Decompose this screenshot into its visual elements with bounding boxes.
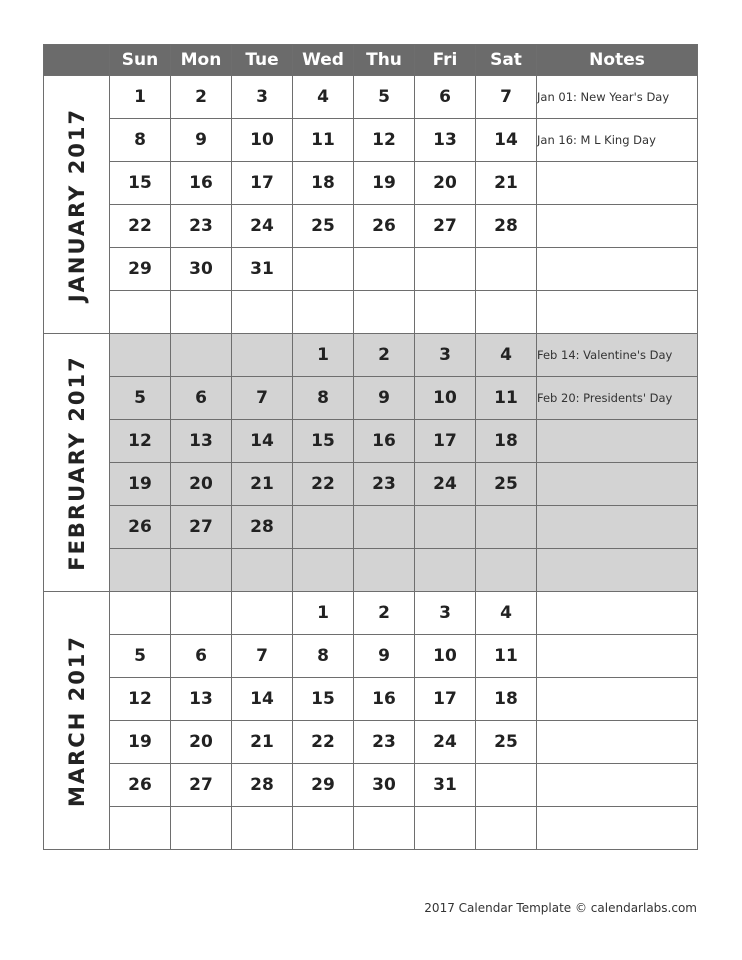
week-row (44, 463, 698, 506)
week-row (44, 635, 698, 678)
day-cell: 11 (476, 377, 537, 420)
day-cell: 9 (354, 635, 415, 678)
day-cell: 26 (354, 205, 415, 248)
day-cell: 9 (171, 119, 232, 162)
day-cell (110, 592, 171, 635)
week-row (44, 162, 698, 205)
day-cell: 4 (293, 76, 354, 119)
day-cell (232, 807, 293, 850)
day-cell: 25 (476, 463, 537, 506)
day-cell: 5 (110, 377, 171, 420)
week-row (44, 76, 698, 119)
month-label: JANUARY 2017 (64, 107, 89, 302)
day-cell: 6 (171, 377, 232, 420)
day-cell: 8 (293, 377, 354, 420)
day-cell (171, 592, 232, 635)
week-row (44, 807, 698, 850)
day-cell: 22 (293, 463, 354, 506)
day-cell (232, 549, 293, 592)
day-cell: 16 (171, 162, 232, 205)
header-corner-cell (44, 45, 110, 76)
day-cell: 8 (110, 119, 171, 162)
day-cell: 23 (354, 463, 415, 506)
day-cell: 3 (232, 76, 293, 119)
day-cell: 2 (354, 334, 415, 377)
day-cell: 15 (293, 678, 354, 721)
day-cell: 14 (232, 420, 293, 463)
note-cell (537, 248, 698, 291)
day-cell: 29 (293, 764, 354, 807)
day-cell: 13 (415, 119, 476, 162)
month-label: FEBRUARY 2017 (64, 354, 89, 571)
day-cell (232, 334, 293, 377)
day-cell: 5 (110, 635, 171, 678)
month-label-cell (44, 334, 110, 592)
day-cell (293, 807, 354, 850)
day-cell: 20 (415, 162, 476, 205)
day-cell (476, 549, 537, 592)
day-cell: 21 (232, 463, 293, 506)
day-cell (415, 549, 476, 592)
day-cell: 13 (171, 678, 232, 721)
weekday-header-row (44, 45, 698, 76)
day-cell: 9 (354, 377, 415, 420)
day-cell: 27 (171, 506, 232, 549)
day-cell: 5 (354, 76, 415, 119)
month-label-cell (44, 76, 110, 334)
day-cell: 8 (293, 635, 354, 678)
day-cell (110, 549, 171, 592)
note-cell: Feb 20: Presidents' Day (537, 377, 698, 420)
day-cell: 12 (110, 678, 171, 721)
week-row (44, 764, 698, 807)
day-cell: 24 (232, 205, 293, 248)
day-cell (171, 549, 232, 592)
day-cell: 7 (232, 377, 293, 420)
note-cell (537, 678, 698, 721)
day-cell: 27 (171, 764, 232, 807)
day-cell: 4 (476, 592, 537, 635)
day-cell: 28 (476, 205, 537, 248)
weekday-header-tue: Tue (232, 45, 293, 76)
day-cell: 28 (232, 764, 293, 807)
day-cell: 2 (354, 592, 415, 635)
week-row (44, 119, 698, 162)
day-cell: 14 (232, 678, 293, 721)
day-cell (354, 291, 415, 334)
note-cell (537, 592, 698, 635)
day-cell (476, 248, 537, 291)
day-cell: 1 (293, 592, 354, 635)
day-cell: 7 (232, 635, 293, 678)
week-row (44, 291, 698, 334)
day-cell: 19 (110, 463, 171, 506)
week-row (44, 721, 698, 764)
week-row (44, 248, 698, 291)
calendar-body (44, 76, 698, 850)
day-cell: 2 (171, 76, 232, 119)
day-cell (415, 506, 476, 549)
footer-credit: 2017 Calendar Template © calendarlabs.com (424, 901, 697, 915)
day-cell (110, 807, 171, 850)
day-cell: 10 (415, 635, 476, 678)
day-cell: 1 (110, 76, 171, 119)
note-cell (537, 635, 698, 678)
day-cell: 21 (232, 721, 293, 764)
day-cell: 23 (354, 721, 415, 764)
day-cell: 17 (415, 678, 476, 721)
day-cell: 19 (110, 721, 171, 764)
day-cell (476, 291, 537, 334)
day-cell: 26 (110, 506, 171, 549)
note-cell (537, 506, 698, 549)
day-cell (354, 549, 415, 592)
day-cell: 18 (293, 162, 354, 205)
day-cell: 6 (171, 635, 232, 678)
day-cell: 24 (415, 721, 476, 764)
day-cell: 24 (415, 463, 476, 506)
day-cell: 19 (354, 162, 415, 205)
day-cell (415, 807, 476, 850)
day-cell: 25 (476, 721, 537, 764)
day-cell (476, 764, 537, 807)
note-cell: Jan 16: M L King Day (537, 119, 698, 162)
day-cell: 3 (415, 334, 476, 377)
note-cell (537, 807, 698, 850)
day-cell: 10 (232, 119, 293, 162)
note-cell (537, 764, 698, 807)
note-cell (537, 205, 698, 248)
day-cell (354, 807, 415, 850)
month-label-cell (44, 592, 110, 850)
note-cell (537, 162, 698, 205)
day-cell: 11 (476, 635, 537, 678)
day-cell (171, 334, 232, 377)
day-cell: 18 (476, 678, 537, 721)
quarterly-calendar-table (43, 44, 698, 850)
note-cell: Jan 01: New Year's Day (537, 76, 698, 119)
notes-header: Notes (537, 45, 698, 76)
note-cell (537, 721, 698, 764)
day-cell (415, 291, 476, 334)
day-cell (354, 506, 415, 549)
note-cell (537, 420, 698, 463)
day-cell: 22 (293, 721, 354, 764)
week-row (44, 205, 698, 248)
day-cell: 25 (293, 205, 354, 248)
weekday-header-mon: Mon (171, 45, 232, 76)
day-cell (293, 506, 354, 549)
day-cell: 31 (232, 248, 293, 291)
day-cell (232, 291, 293, 334)
day-cell: 30 (354, 764, 415, 807)
day-cell (476, 807, 537, 850)
day-cell: 15 (110, 162, 171, 205)
note-cell: Feb 14: Valentine's Day (537, 334, 698, 377)
weekday-header-thu: Thu (354, 45, 415, 76)
day-cell: 3 (415, 592, 476, 635)
week-row (44, 549, 698, 592)
month-label: MARCH 2017 (64, 634, 89, 807)
day-cell (293, 248, 354, 291)
day-cell: 13 (171, 420, 232, 463)
day-cell: 12 (354, 119, 415, 162)
day-cell (476, 506, 537, 549)
weekday-header-fri: Fri (415, 45, 476, 76)
day-cell (171, 807, 232, 850)
day-cell (110, 334, 171, 377)
day-cell: 30 (171, 248, 232, 291)
day-cell (415, 248, 476, 291)
weekday-header-wed: Wed (293, 45, 354, 76)
day-cell: 22 (110, 205, 171, 248)
day-cell: 31 (415, 764, 476, 807)
week-row (44, 420, 698, 463)
note-cell (537, 291, 698, 334)
day-cell: 17 (232, 162, 293, 205)
day-cell: 21 (476, 162, 537, 205)
day-cell (354, 248, 415, 291)
week-row (44, 377, 698, 420)
day-cell: 15 (293, 420, 354, 463)
day-cell: 18 (476, 420, 537, 463)
day-cell: 28 (232, 506, 293, 549)
day-cell: 20 (171, 721, 232, 764)
day-cell: 6 (415, 76, 476, 119)
day-cell: 12 (110, 420, 171, 463)
day-cell: 16 (354, 678, 415, 721)
day-cell: 11 (293, 119, 354, 162)
day-cell: 27 (415, 205, 476, 248)
week-row (44, 678, 698, 721)
day-cell: 26 (110, 764, 171, 807)
weekday-header-sun: Sun (110, 45, 171, 76)
day-cell (293, 549, 354, 592)
day-cell: 23 (171, 205, 232, 248)
day-cell: 1 (293, 334, 354, 377)
day-cell (232, 592, 293, 635)
weekday-header-sat: Sat (476, 45, 537, 76)
day-cell: 14 (476, 119, 537, 162)
note-cell (537, 463, 698, 506)
day-cell: 29 (110, 248, 171, 291)
day-cell (110, 291, 171, 334)
week-row (44, 592, 698, 635)
day-cell: 17 (415, 420, 476, 463)
day-cell (171, 291, 232, 334)
week-row (44, 506, 698, 549)
day-cell: 10 (415, 377, 476, 420)
day-cell (293, 291, 354, 334)
day-cell: 16 (354, 420, 415, 463)
week-row (44, 334, 698, 377)
day-cell: 4 (476, 334, 537, 377)
day-cell: 20 (171, 463, 232, 506)
day-cell: 7 (476, 76, 537, 119)
note-cell (537, 549, 698, 592)
